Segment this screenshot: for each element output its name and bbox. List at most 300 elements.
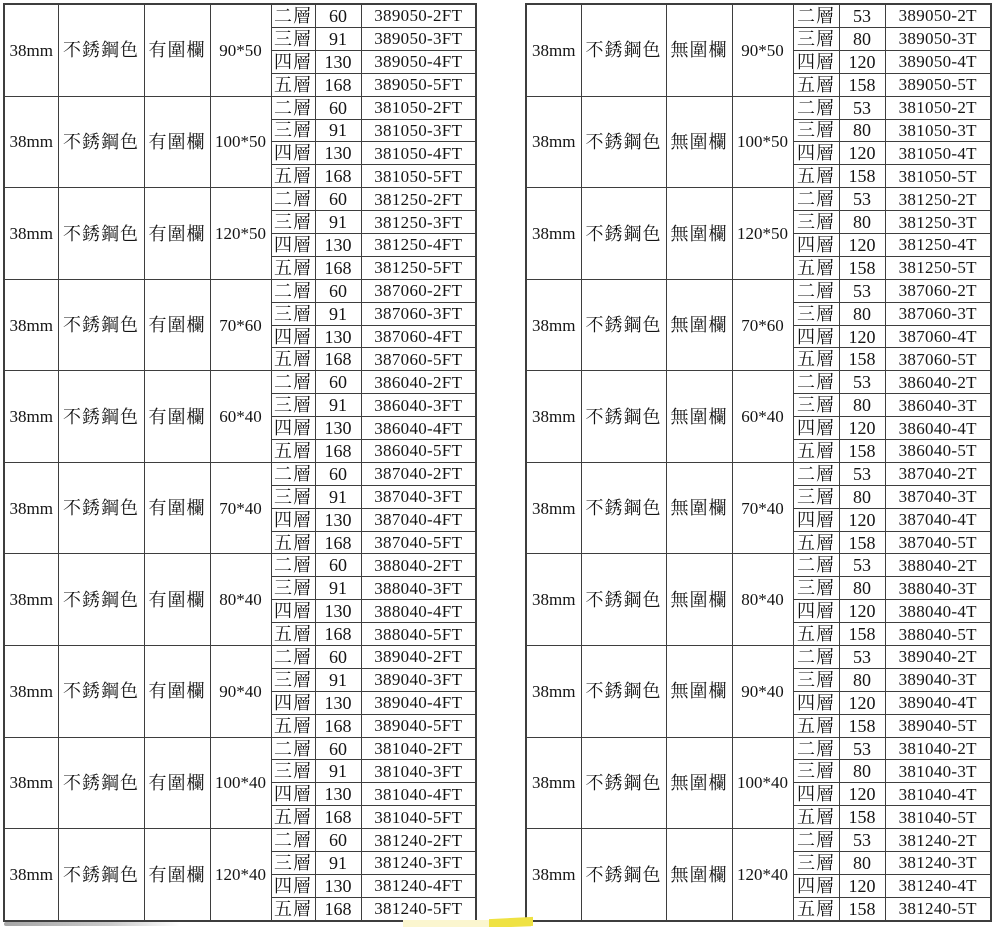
spec-table-fenced-body	[4, 4, 476, 921]
tier-value-cell: 130	[315, 508, 361, 531]
tier-label-cell: 三層	[793, 485, 839, 508]
tier-value-cell: 53	[839, 646, 885, 669]
pipe-diameter-cell: 38mm	[526, 462, 581, 554]
product-code-cell: 381240-4FT	[361, 874, 476, 897]
tier-label-cell: 三層	[271, 394, 315, 417]
tier-label-cell: 五層	[271, 165, 315, 188]
tier-label-cell: 四層	[271, 691, 315, 714]
tier-value-cell: 80	[839, 760, 885, 783]
tier-label-cell: 二層	[271, 462, 315, 485]
tier-value-cell: 53	[839, 188, 885, 211]
fence-cell: 無圍欄	[666, 188, 732, 280]
tier-value-cell: 158	[839, 440, 885, 463]
product-code-cell: 389050-2T	[885, 4, 991, 27]
pipe-diameter-cell: 38mm	[526, 371, 581, 463]
finish-cell: 不銹鋼色	[581, 371, 666, 463]
product-code-cell: 387040-2T	[885, 462, 991, 485]
tier-label-cell: 五層	[271, 256, 315, 279]
tier-value-cell: 80	[839, 852, 885, 875]
tier-value-cell: 91	[315, 119, 361, 142]
tier-label-cell: 二層	[793, 4, 839, 27]
tier-label-cell: 五層	[271, 714, 315, 737]
fence-cell: 無圍欄	[666, 646, 732, 738]
product-code-cell: 387060-3FT	[361, 302, 476, 325]
size-cell: 70*60	[732, 279, 793, 371]
pipe-diameter-cell: 38mm	[526, 646, 581, 738]
tier-value-cell: 168	[315, 165, 361, 188]
tier-value-cell: 53	[839, 279, 885, 302]
finish-cell: 不銹鋼色	[58, 646, 144, 738]
pipe-diameter-cell: 38mm	[4, 371, 58, 463]
tier-label-cell: 二層	[793, 188, 839, 211]
size-cell: 100*40	[210, 737, 271, 829]
product-code-cell: 381250-3T	[885, 211, 991, 234]
pipe-diameter-cell: 38mm	[4, 737, 58, 829]
tier-value-cell: 158	[839, 165, 885, 188]
size-cell: 120*40	[732, 829, 793, 921]
tier-value-cell: 120	[839, 234, 885, 257]
product-code-cell: 386040-5FT	[361, 440, 476, 463]
product-code-cell: 387060-2T	[885, 279, 991, 302]
tier-label-cell: 三層	[271, 302, 315, 325]
tier-label-cell: 四層	[271, 600, 315, 623]
size-cell: 90*50	[210, 4, 271, 96]
tier-value-cell: 158	[839, 806, 885, 829]
spec-table-fenced	[3, 3, 477, 922]
finish-cell: 不銹鋼色	[58, 96, 144, 188]
tier-label-cell: 三層	[271, 668, 315, 691]
finish-cell: 不銹鋼色	[581, 462, 666, 554]
tier-label-cell: 四層	[271, 234, 315, 257]
product-code-cell: 387060-4FT	[361, 325, 476, 348]
tier-value-cell: 168	[315, 623, 361, 646]
tier-value-cell: 168	[315, 806, 361, 829]
tier-label-cell: 五層	[793, 531, 839, 554]
tier-value-cell: 168	[315, 73, 361, 96]
product-code-cell: 381250-3FT	[361, 211, 476, 234]
product-code-cell: 381050-2T	[885, 96, 991, 119]
spec-row	[4, 96, 476, 119]
tier-value-cell: 158	[839, 348, 885, 371]
product-code-cell: 387040-3FT	[361, 485, 476, 508]
tier-label-cell: 三層	[271, 119, 315, 142]
scan-artifact-yellow-bar	[489, 917, 533, 927]
tier-label-cell: 二層	[271, 4, 315, 27]
tier-value-cell: 120	[839, 50, 885, 73]
tier-value-cell: 91	[315, 852, 361, 875]
tier-label-cell: 二層	[271, 646, 315, 669]
fence-cell: 有圍欄	[144, 829, 210, 921]
product-code-cell: 381050-4FT	[361, 142, 476, 165]
product-code-cell: 381040-5FT	[361, 806, 476, 829]
size-cell: 70*40	[732, 462, 793, 554]
product-code-cell: 388040-2FT	[361, 554, 476, 577]
finish-cell: 不銹鋼色	[581, 554, 666, 646]
tier-value-cell: 91	[315, 27, 361, 50]
tier-label-cell: 二層	[271, 829, 315, 852]
pipe-diameter-cell: 38mm	[526, 554, 581, 646]
pipe-diameter-cell: 38mm	[526, 279, 581, 371]
tier-value-cell: 158	[839, 623, 885, 646]
spec-row	[526, 371, 991, 394]
spec-row	[526, 829, 991, 852]
product-code-cell: 389040-3FT	[361, 668, 476, 691]
product-code-cell: 381240-4T	[885, 874, 991, 897]
tier-label-cell: 五層	[271, 806, 315, 829]
tier-value-cell: 60	[315, 371, 361, 394]
tier-label-cell: 四層	[271, 508, 315, 531]
size-cell: 120*40	[210, 829, 271, 921]
tier-value-cell: 130	[315, 417, 361, 440]
tier-value-cell: 53	[839, 554, 885, 577]
pipe-diameter-cell: 38mm	[4, 96, 58, 188]
tier-label-cell: 四層	[793, 142, 839, 165]
tier-label-cell: 五層	[271, 440, 315, 463]
size-cell: 90*50	[732, 4, 793, 96]
spec-row	[526, 188, 991, 211]
tier-label-cell: 四層	[271, 874, 315, 897]
tier-label-cell: 四層	[793, 874, 839, 897]
tier-label-cell: 二層	[793, 829, 839, 852]
tier-label-cell: 二層	[793, 737, 839, 760]
tier-value-cell: 130	[315, 874, 361, 897]
fence-cell: 有圍欄	[144, 737, 210, 829]
tier-label-cell: 四層	[793, 325, 839, 348]
tier-value-cell: 60	[315, 96, 361, 119]
product-code-cell: 388040-3FT	[361, 577, 476, 600]
tier-label-cell: 五層	[271, 531, 315, 554]
finish-cell: 不銹鋼色	[581, 737, 666, 829]
tier-value-cell: 91	[315, 760, 361, 783]
tier-label-cell: 三層	[793, 577, 839, 600]
spec-row	[4, 4, 476, 27]
pipe-diameter-cell: 38mm	[4, 279, 58, 371]
spec-row	[526, 646, 991, 669]
finish-cell: 不銹鋼色	[581, 829, 666, 921]
product-code-cell: 387040-4FT	[361, 508, 476, 531]
size-cell: 120*50	[210, 188, 271, 280]
size-cell: 90*40	[732, 646, 793, 738]
product-code-cell: 387040-4T	[885, 508, 991, 531]
tier-label-cell: 三層	[793, 302, 839, 325]
finish-cell: 不銹鋼色	[581, 279, 666, 371]
product-code-cell: 381250-2T	[885, 188, 991, 211]
tier-value-cell: 91	[315, 302, 361, 325]
tier-value-cell: 60	[315, 829, 361, 852]
spec-row	[4, 371, 476, 394]
product-code-cell: 386040-2FT	[361, 371, 476, 394]
product-code-cell: 386040-4T	[885, 417, 991, 440]
fence-cell: 有圍欄	[144, 371, 210, 463]
fence-cell: 無圍欄	[666, 462, 732, 554]
tier-value-cell: 120	[839, 874, 885, 897]
size-cell: 60*40	[210, 371, 271, 463]
product-code-cell: 381050-4T	[885, 142, 991, 165]
tier-label-cell: 四層	[793, 417, 839, 440]
product-code-cell: 389050-5FT	[361, 73, 476, 96]
tier-value-cell: 130	[315, 600, 361, 623]
product-code-cell: 387040-2FT	[361, 462, 476, 485]
product-code-cell: 386040-4FT	[361, 417, 476, 440]
product-code-cell: 386040-3FT	[361, 394, 476, 417]
fence-cell: 無圍欄	[666, 4, 732, 96]
tier-label-cell: 三層	[793, 760, 839, 783]
tier-label-cell: 五層	[793, 897, 839, 921]
finish-cell: 不銹鋼色	[58, 462, 144, 554]
product-code-cell: 381250-5T	[885, 256, 991, 279]
product-code-cell: 381250-4FT	[361, 234, 476, 257]
tier-label-cell: 二層	[793, 96, 839, 119]
spec-table-unfenced	[525, 3, 992, 922]
product-code-cell: 389040-2FT	[361, 646, 476, 669]
tier-label-cell: 三層	[793, 119, 839, 142]
product-code-cell: 381040-4FT	[361, 783, 476, 806]
tier-label-cell: 四層	[271, 783, 315, 806]
finish-cell: 不銹鋼色	[58, 829, 144, 921]
finish-cell: 不銹鋼色	[58, 188, 144, 280]
tier-value-cell: 158	[839, 531, 885, 554]
tier-label-cell: 四層	[271, 50, 315, 73]
tier-label-cell: 二層	[271, 96, 315, 119]
spec-row	[526, 96, 991, 119]
product-code-cell: 381040-4T	[885, 783, 991, 806]
tier-label-cell: 五層	[271, 348, 315, 371]
product-code-cell: 388040-3T	[885, 577, 991, 600]
tier-value-cell: 60	[315, 737, 361, 760]
product-code-cell: 389050-5T	[885, 73, 991, 96]
tier-value-cell: 130	[315, 783, 361, 806]
tier-label-cell: 四層	[793, 50, 839, 73]
finish-cell: 不銹鋼色	[581, 188, 666, 280]
tier-label-cell: 四層	[793, 234, 839, 257]
finish-cell: 不銹鋼色	[581, 4, 666, 96]
spec-row	[526, 4, 991, 27]
tier-value-cell: 120	[839, 417, 885, 440]
finish-cell: 不銹鋼色	[58, 4, 144, 96]
tier-label-cell: 五層	[793, 348, 839, 371]
tier-label-cell: 二層	[271, 554, 315, 577]
spec-row	[4, 646, 476, 669]
tier-label-cell: 五層	[271, 73, 315, 96]
tier-value-cell: 80	[839, 668, 885, 691]
tier-value-cell: 60	[315, 188, 361, 211]
pipe-diameter-cell: 38mm	[4, 188, 58, 280]
pipe-diameter-cell: 38mm	[4, 646, 58, 738]
product-code-cell: 381250-4T	[885, 234, 991, 257]
tier-label-cell: 二層	[793, 462, 839, 485]
tier-value-cell: 120	[839, 783, 885, 806]
product-code-cell: 381240-3FT	[361, 852, 476, 875]
tier-value-cell: 130	[315, 142, 361, 165]
product-code-cell: 389040-2T	[885, 646, 991, 669]
product-code-cell: 389050-3T	[885, 27, 991, 50]
tier-label-cell: 四層	[793, 600, 839, 623]
finish-cell: 不銹鋼色	[58, 279, 144, 371]
product-code-cell: 387060-3T	[885, 302, 991, 325]
fence-cell: 有圍欄	[144, 462, 210, 554]
product-code-cell: 389050-4FT	[361, 50, 476, 73]
tier-label-cell: 五層	[793, 440, 839, 463]
pipe-diameter-cell: 38mm	[4, 462, 58, 554]
size-cell: 100*50	[732, 96, 793, 188]
tier-value-cell: 120	[839, 600, 885, 623]
tier-value-cell: 120	[839, 691, 885, 714]
spec-row	[526, 554, 991, 577]
tier-value-cell: 80	[839, 27, 885, 50]
product-code-cell: 386040-5T	[885, 440, 991, 463]
pipe-diameter-cell: 38mm	[526, 829, 581, 921]
size-cell: 80*40	[732, 554, 793, 646]
product-code-cell: 388040-5FT	[361, 623, 476, 646]
tier-label-cell: 三層	[793, 211, 839, 234]
spec-row	[526, 279, 991, 302]
product-code-cell: 381240-2T	[885, 829, 991, 852]
product-code-cell: 381040-3FT	[361, 760, 476, 783]
product-code-cell: 386040-3T	[885, 394, 991, 417]
fence-cell: 有圍欄	[144, 554, 210, 646]
tier-label-cell: 三層	[793, 668, 839, 691]
product-code-cell: 381050-5FT	[361, 165, 476, 188]
product-code-cell: 388040-4FT	[361, 600, 476, 623]
spec-row	[4, 279, 476, 302]
tier-value-cell: 158	[839, 256, 885, 279]
product-code-cell: 381050-5T	[885, 165, 991, 188]
tier-value-cell: 91	[315, 394, 361, 417]
tier-label-cell: 三層	[271, 485, 315, 508]
tier-value-cell: 168	[315, 348, 361, 371]
product-code-cell: 387040-5T	[885, 531, 991, 554]
product-code-cell: 386040-2T	[885, 371, 991, 394]
fence-cell: 無圍欄	[666, 371, 732, 463]
tier-value-cell: 91	[315, 668, 361, 691]
tier-value-cell: 120	[839, 508, 885, 531]
product-code-cell: 389040-4FT	[361, 691, 476, 714]
tier-value-cell: 80	[839, 485, 885, 508]
fence-cell: 有圍欄	[144, 4, 210, 96]
fence-cell: 無圍欄	[666, 96, 732, 188]
fence-cell: 無圍欄	[666, 737, 732, 829]
product-code-cell: 389050-4T	[885, 50, 991, 73]
tier-label-cell: 三層	[793, 27, 839, 50]
product-code-cell: 389040-4T	[885, 691, 991, 714]
size-cell: 90*40	[210, 646, 271, 738]
product-code-cell: 381240-5FT	[361, 897, 476, 921]
tier-label-cell: 二層	[271, 371, 315, 394]
tier-value-cell: 120	[839, 142, 885, 165]
tier-label-cell: 五層	[271, 623, 315, 646]
tier-label-cell: 四層	[793, 691, 839, 714]
tier-label-cell: 三層	[271, 211, 315, 234]
tier-value-cell: 53	[839, 371, 885, 394]
fence-cell: 無圍欄	[666, 554, 732, 646]
tier-value-cell: 168	[315, 256, 361, 279]
tier-label-cell: 二層	[793, 279, 839, 302]
product-code-cell: 389040-5T	[885, 714, 991, 737]
tier-value-cell: 130	[315, 325, 361, 348]
scan-artifact-gray-bar	[4, 922, 180, 926]
tier-label-cell: 五層	[793, 73, 839, 96]
tier-label-cell: 三層	[271, 760, 315, 783]
product-code-cell: 387060-4T	[885, 325, 991, 348]
size-cell: 70*40	[210, 462, 271, 554]
product-code-cell: 381040-3T	[885, 760, 991, 783]
tier-value-cell: 60	[315, 4, 361, 27]
spec-row	[4, 554, 476, 577]
fence-cell: 有圍欄	[144, 279, 210, 371]
spec-row	[4, 829, 476, 852]
product-code-cell: 381040-5T	[885, 806, 991, 829]
product-code-cell: 387060-5FT	[361, 348, 476, 371]
finish-cell: 不銹鋼色	[581, 646, 666, 738]
tier-value-cell: 80	[839, 577, 885, 600]
product-code-cell: 387040-3T	[885, 485, 991, 508]
tier-label-cell: 二層	[793, 554, 839, 577]
tier-value-cell: 168	[315, 531, 361, 554]
tier-value-cell: 91	[315, 577, 361, 600]
product-code-cell: 388040-5T	[885, 623, 991, 646]
tier-label-cell: 四層	[793, 783, 839, 806]
pipe-diameter-cell: 38mm	[4, 554, 58, 646]
finish-cell: 不銹鋼色	[58, 737, 144, 829]
product-code-cell: 389040-5FT	[361, 714, 476, 737]
tier-value-cell: 53	[839, 96, 885, 119]
pipe-diameter-cell: 38mm	[4, 4, 58, 96]
tier-value-cell: 158	[839, 897, 885, 921]
tier-value-cell: 91	[315, 485, 361, 508]
tier-value-cell: 168	[315, 897, 361, 921]
fence-cell: 有圍欄	[144, 646, 210, 738]
product-code-cell: 389050-3FT	[361, 27, 476, 50]
tier-label-cell: 五層	[793, 806, 839, 829]
fence-cell: 無圍欄	[666, 279, 732, 371]
product-code-cell: 381240-5T	[885, 897, 991, 921]
tier-value-cell: 80	[839, 302, 885, 325]
tier-label-cell: 四層	[271, 417, 315, 440]
tier-label-cell: 二層	[271, 737, 315, 760]
size-cell: 120*50	[732, 188, 793, 280]
tier-label-cell: 四層	[271, 325, 315, 348]
tier-label-cell: 五層	[793, 623, 839, 646]
product-code-cell: 387060-2FT	[361, 279, 476, 302]
tier-value-cell: 130	[315, 50, 361, 73]
tier-label-cell: 二層	[271, 188, 315, 211]
product-code-cell: 381250-5FT	[361, 256, 476, 279]
product-code-cell: 381050-2FT	[361, 96, 476, 119]
pipe-diameter-cell: 38mm	[526, 737, 581, 829]
tier-label-cell: 二層	[271, 279, 315, 302]
tier-label-cell: 二層	[793, 371, 839, 394]
tier-label-cell: 三層	[271, 577, 315, 600]
tier-value-cell: 80	[839, 394, 885, 417]
product-code-cell: 381050-3FT	[361, 119, 476, 142]
tier-label-cell: 四層	[793, 508, 839, 531]
fence-cell: 有圍欄	[144, 188, 210, 280]
pipe-diameter-cell: 38mm	[526, 188, 581, 280]
tier-value-cell: 168	[315, 714, 361, 737]
tier-value-cell: 53	[839, 4, 885, 27]
product-code-cell: 389040-3T	[885, 668, 991, 691]
pipe-diameter-cell: 38mm	[4, 829, 58, 921]
size-cell: 100*50	[210, 96, 271, 188]
tier-label-cell: 五層	[271, 897, 315, 921]
tier-value-cell: 158	[839, 714, 885, 737]
tier-value-cell: 158	[839, 73, 885, 96]
size-cell: 80*40	[210, 554, 271, 646]
tier-value-cell: 80	[839, 119, 885, 142]
tier-value-cell: 60	[315, 554, 361, 577]
product-code-cell: 389050-2FT	[361, 4, 476, 27]
tier-label-cell: 三層	[271, 852, 315, 875]
